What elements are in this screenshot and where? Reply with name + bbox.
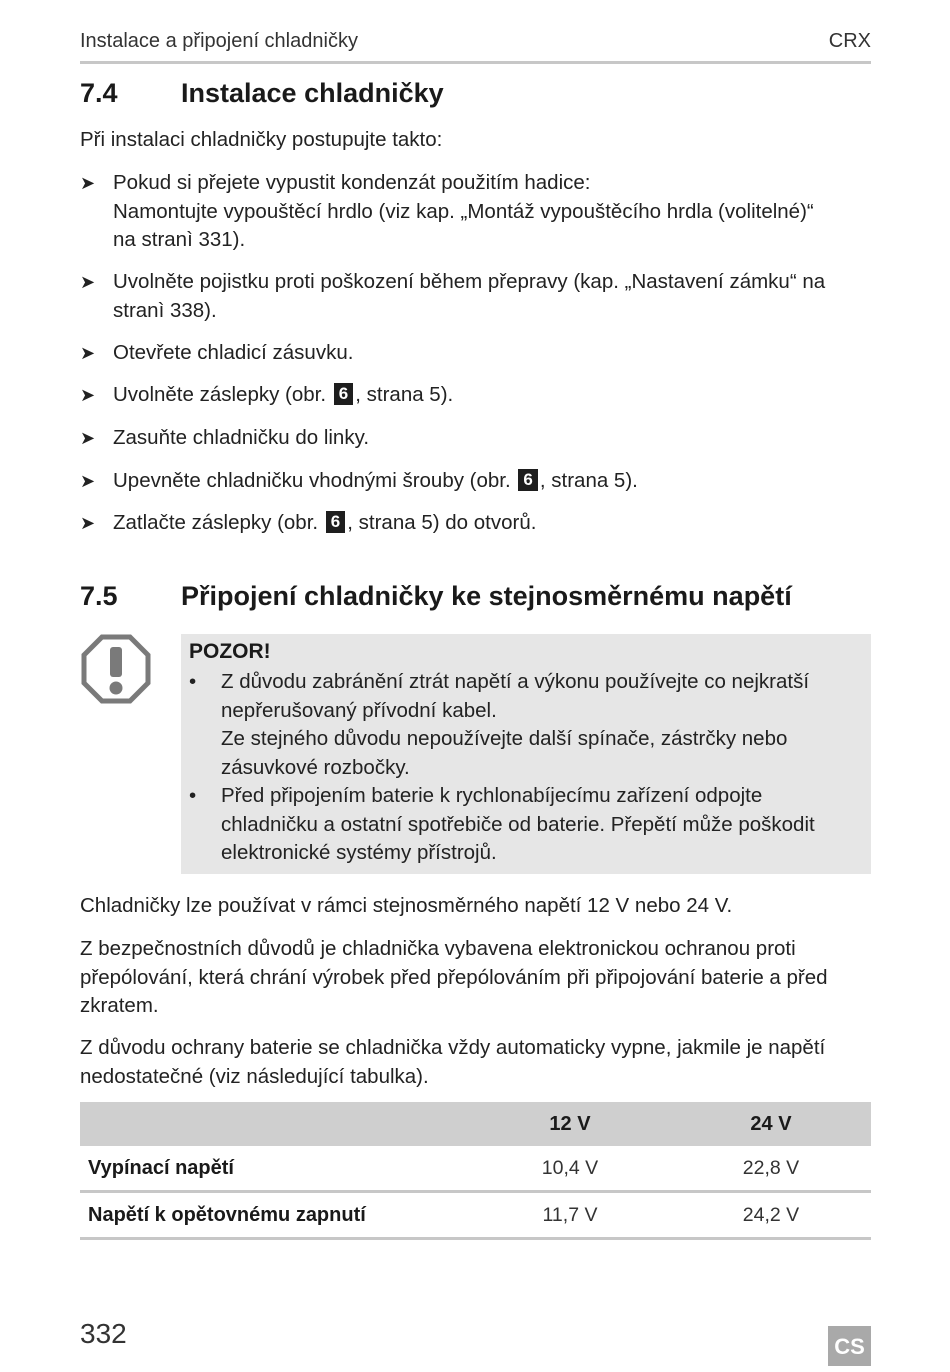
arrow-icon: ➤ (80, 272, 96, 292)
header-product-name: CRX (828, 30, 871, 52)
caution-title: POZOR! (189, 640, 271, 663)
language-badge: CS (828, 1326, 871, 1366)
caution-text-line: chladničku a ostatní spotřebiče od baterie. Přepětí může poškodit (221, 812, 815, 836)
caution-text-line: elektronické systémy přístrojů. (221, 841, 497, 864)
bullet-icon: • (189, 784, 197, 807)
table-cell: 10,4 V (541, 1157, 599, 1179)
table-row (80, 1146, 871, 1193)
page-number: 332 (80, 1318, 127, 1349)
table-header-cell: 24 V (750, 1113, 792, 1135)
body-paragraph (80, 892, 880, 921)
figure-reference-badge: 6 (326, 511, 345, 533)
table-header-cell: 12 V (549, 1113, 591, 1135)
voltage-table (80, 1102, 871, 1240)
step-text-line: Pokud si přejete vypustit kondenzát použitím hadice: (113, 171, 591, 194)
caution-text-line: Před připojením baterie k rychlonabíjecímu zařízení odpojte (221, 784, 763, 807)
table-cell: 24,2 V (742, 1204, 800, 1226)
figure-reference-badge: 6 (334, 383, 353, 405)
caution-text-line: nepřerušovaný přívodní kabel. (221, 698, 497, 722)
arrow-icon: ➤ (80, 471, 96, 491)
table-cell: 11,7 V (542, 1204, 598, 1226)
step-text-line: Namontujte vypouštěcí hrdlo (viz kap. „Montáž vypouštěcího hrdla (volitelné)“ (113, 199, 814, 223)
table-row-label: Napětí k opětovnému zapnutí (88, 1204, 366, 1226)
step-text-line: na stranì 331). (113, 228, 246, 251)
step-text-line: Zasuňte chladničku do linky. (113, 426, 370, 449)
header-chapter-title: Instalace a připojení chladničky (80, 30, 358, 52)
body-paragraph (80, 935, 880, 1021)
step-text: , strana 5). (539, 469, 638, 492)
step-text: Upevněte chladničku vhodnými šrouby (obr. (113, 469, 511, 492)
section-number: 7.4 (80, 78, 118, 108)
caution-text-line: zásuvkové rozbočky. (221, 755, 410, 779)
step-text: Zatlačte záslepky (obr. (113, 511, 319, 534)
running-header (80, 30, 871, 64)
table-header-row (80, 1102, 871, 1146)
caution-text-line: Z důvodu zabránění ztrát napětí a výkonu používejte co nejkratší (221, 670, 810, 693)
bullet-icon: • (189, 670, 197, 693)
arrow-icon: ➤ (80, 385, 96, 405)
warning-octagon-icon (80, 633, 152, 705)
arrow-icon: ➤ (80, 428, 96, 448)
section-number: 7.5 (80, 581, 118, 611)
body-paragraph (80, 1034, 880, 1091)
table-row (80, 1193, 871, 1240)
arrow-icon: ➤ (80, 173, 96, 193)
section-title: Instalace chladničky (181, 78, 444, 108)
section-title: Připojení chladničky ke stejnosměrnému napětí (181, 581, 792, 611)
step-text: Uvolněte záslepky (obr. (113, 383, 327, 406)
step-text: , strana 5) do otvorů. (347, 511, 537, 534)
paragraph-line: Z bezpečnostních důvodů je chladnička vybavena elektronickou ochranou proti (80, 937, 796, 960)
table-row-label: Vypínací napětí (88, 1157, 234, 1179)
step-text-line: stranì 338). (113, 298, 217, 322)
step-text-line: Otevřete chladicí zásuvku. (113, 341, 354, 364)
table-cell: 22,8 V (742, 1157, 800, 1179)
arrow-icon: ➤ (80, 513, 96, 533)
paragraph-line: přepólování, která chrání výrobek před přepólováním při připojování baterie a před (80, 965, 828, 989)
paragraph-line: Z důvodu ochrany baterie se chladnička vždy automaticky vypne, jakmile je napětí (80, 1036, 826, 1059)
paragraph-line: zkratem. (80, 994, 159, 1017)
step-text: , strana 5). (355, 383, 454, 406)
paragraph-line: Chladničky lze používat v rámci stejnosměrného napětí 12 V nebo 24 V. (80, 894, 733, 917)
paragraph-line: nedostatečné (viz následující tabulka). (80, 1064, 429, 1088)
caution-text-line: Ze stejného důvodu nepoužívejte další spínače, zástrčky nebo (221, 727, 788, 750)
caution-box (181, 634, 871, 874)
figure-reference-badge: 6 (518, 469, 537, 491)
intro-paragraph: Při instalaci chladničky postupujte takto: (80, 128, 443, 151)
step-text-line: Uvolněte pojistku proti poškození během přepravy (kap. „Nastavení zámku“ na (113, 270, 826, 293)
arrow-icon: ➤ (80, 343, 96, 363)
